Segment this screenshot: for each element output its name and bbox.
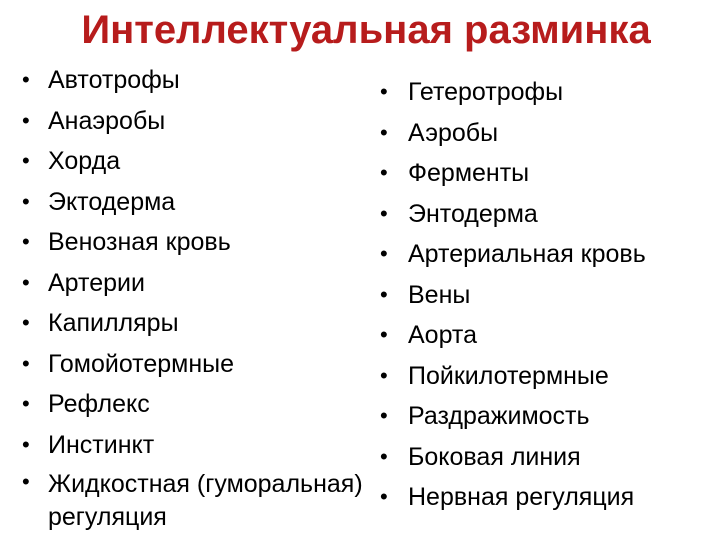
right-list-item bbox=[380, 153, 720, 194]
left-list-item bbox=[22, 344, 402, 385]
right-item-label: Аэробы bbox=[408, 118, 499, 147]
left-list-item bbox=[22, 465, 388, 534]
bullet-icon: • bbox=[380, 362, 388, 388]
bullet-icon: • bbox=[22, 469, 30, 494]
left-list-item bbox=[22, 60, 402, 101]
bullet-icon: • bbox=[22, 310, 30, 335]
right-list-item bbox=[380, 437, 720, 478]
bullet-icon: • bbox=[380, 119, 388, 145]
bullet-icon: • bbox=[22, 391, 30, 416]
right-list-item bbox=[380, 356, 720, 397]
right-item-label: Гетеротрофы bbox=[408, 78, 564, 106]
bullet-icon: • bbox=[380, 322, 388, 347]
slide-title: Интеллектуальная разминка bbox=[81, 8, 651, 52]
left-item-label: Эктодерма bbox=[48, 187, 176, 216]
right-item-label: Боковая линия bbox=[408, 442, 581, 471]
bullet-icon: • bbox=[22, 107, 30, 133]
left-item-label: Капилляры bbox=[48, 309, 179, 337]
left-item-label: Рефлекс bbox=[48, 390, 150, 418]
right-item-label: Аорта bbox=[408, 321, 478, 349]
bullet-icon: • bbox=[380, 241, 388, 266]
bullet-icon: • bbox=[22, 350, 30, 376]
left-list-item bbox=[22, 384, 402, 425]
left-list-item bbox=[22, 263, 402, 304]
right-list-item bbox=[380, 234, 720, 275]
left-item-label: Анаэробы bbox=[48, 106, 166, 135]
bullet-icon: • bbox=[380, 79, 388, 104]
right-list-item bbox=[380, 477, 720, 518]
right-item-label: Артериальная кровь bbox=[408, 240, 646, 268]
right-list-item bbox=[380, 315, 720, 356]
right-item-label: Нервная регуляция bbox=[408, 483, 635, 511]
right-item-label: Раздражимость bbox=[408, 402, 590, 430]
right-list-item bbox=[380, 396, 720, 437]
bullet-icon: • bbox=[22, 431, 30, 457]
right-item-label: Вены bbox=[408, 280, 471, 309]
left-item-label: Хорда bbox=[48, 147, 121, 175]
left-list-item bbox=[22, 222, 402, 263]
left-item-label: Автотрофы bbox=[48, 66, 180, 94]
left-item-label: Гомойотермные bbox=[48, 349, 235, 378]
bullet-icon: • bbox=[380, 484, 388, 509]
right-list-item bbox=[380, 194, 720, 235]
right-item-label: Ферменты bbox=[408, 159, 530, 187]
right-item-label: Энтодерма bbox=[408, 199, 538, 228]
bullet-icon: • bbox=[380, 281, 388, 307]
right-list-item bbox=[380, 113, 720, 154]
left-list-item bbox=[22, 425, 402, 466]
bullet-icon: • bbox=[380, 403, 388, 428]
right-item-label: Пойкилотермные bbox=[408, 361, 609, 390]
left-list-item bbox=[22, 303, 402, 344]
right-term-list bbox=[380, 72, 720, 518]
bullet-icon: • bbox=[22, 269, 30, 295]
left-list-item bbox=[22, 141, 402, 182]
left-list-item bbox=[22, 182, 402, 223]
bullet-icon: • bbox=[380, 160, 388, 185]
bullet-icon: • bbox=[22, 67, 30, 92]
right-list-item bbox=[380, 72, 720, 113]
right-list-item bbox=[380, 275, 720, 316]
left-item-label: Жидкостная (гуморальная) регуляция bbox=[48, 470, 363, 531]
bullet-icon: • bbox=[22, 188, 30, 214]
bullet-icon: • bbox=[22, 148, 30, 173]
bullet-icon: • bbox=[22, 229, 30, 254]
left-list-item bbox=[22, 101, 402, 142]
left-item-label: Венозная кровь bbox=[48, 228, 231, 256]
left-item-label: Инстинкт bbox=[48, 430, 155, 459]
bullet-icon: • bbox=[380, 200, 388, 226]
left-item-label: Артерии bbox=[48, 268, 145, 297]
left-term-list bbox=[22, 60, 402, 534]
bullet-icon: • bbox=[380, 443, 388, 469]
